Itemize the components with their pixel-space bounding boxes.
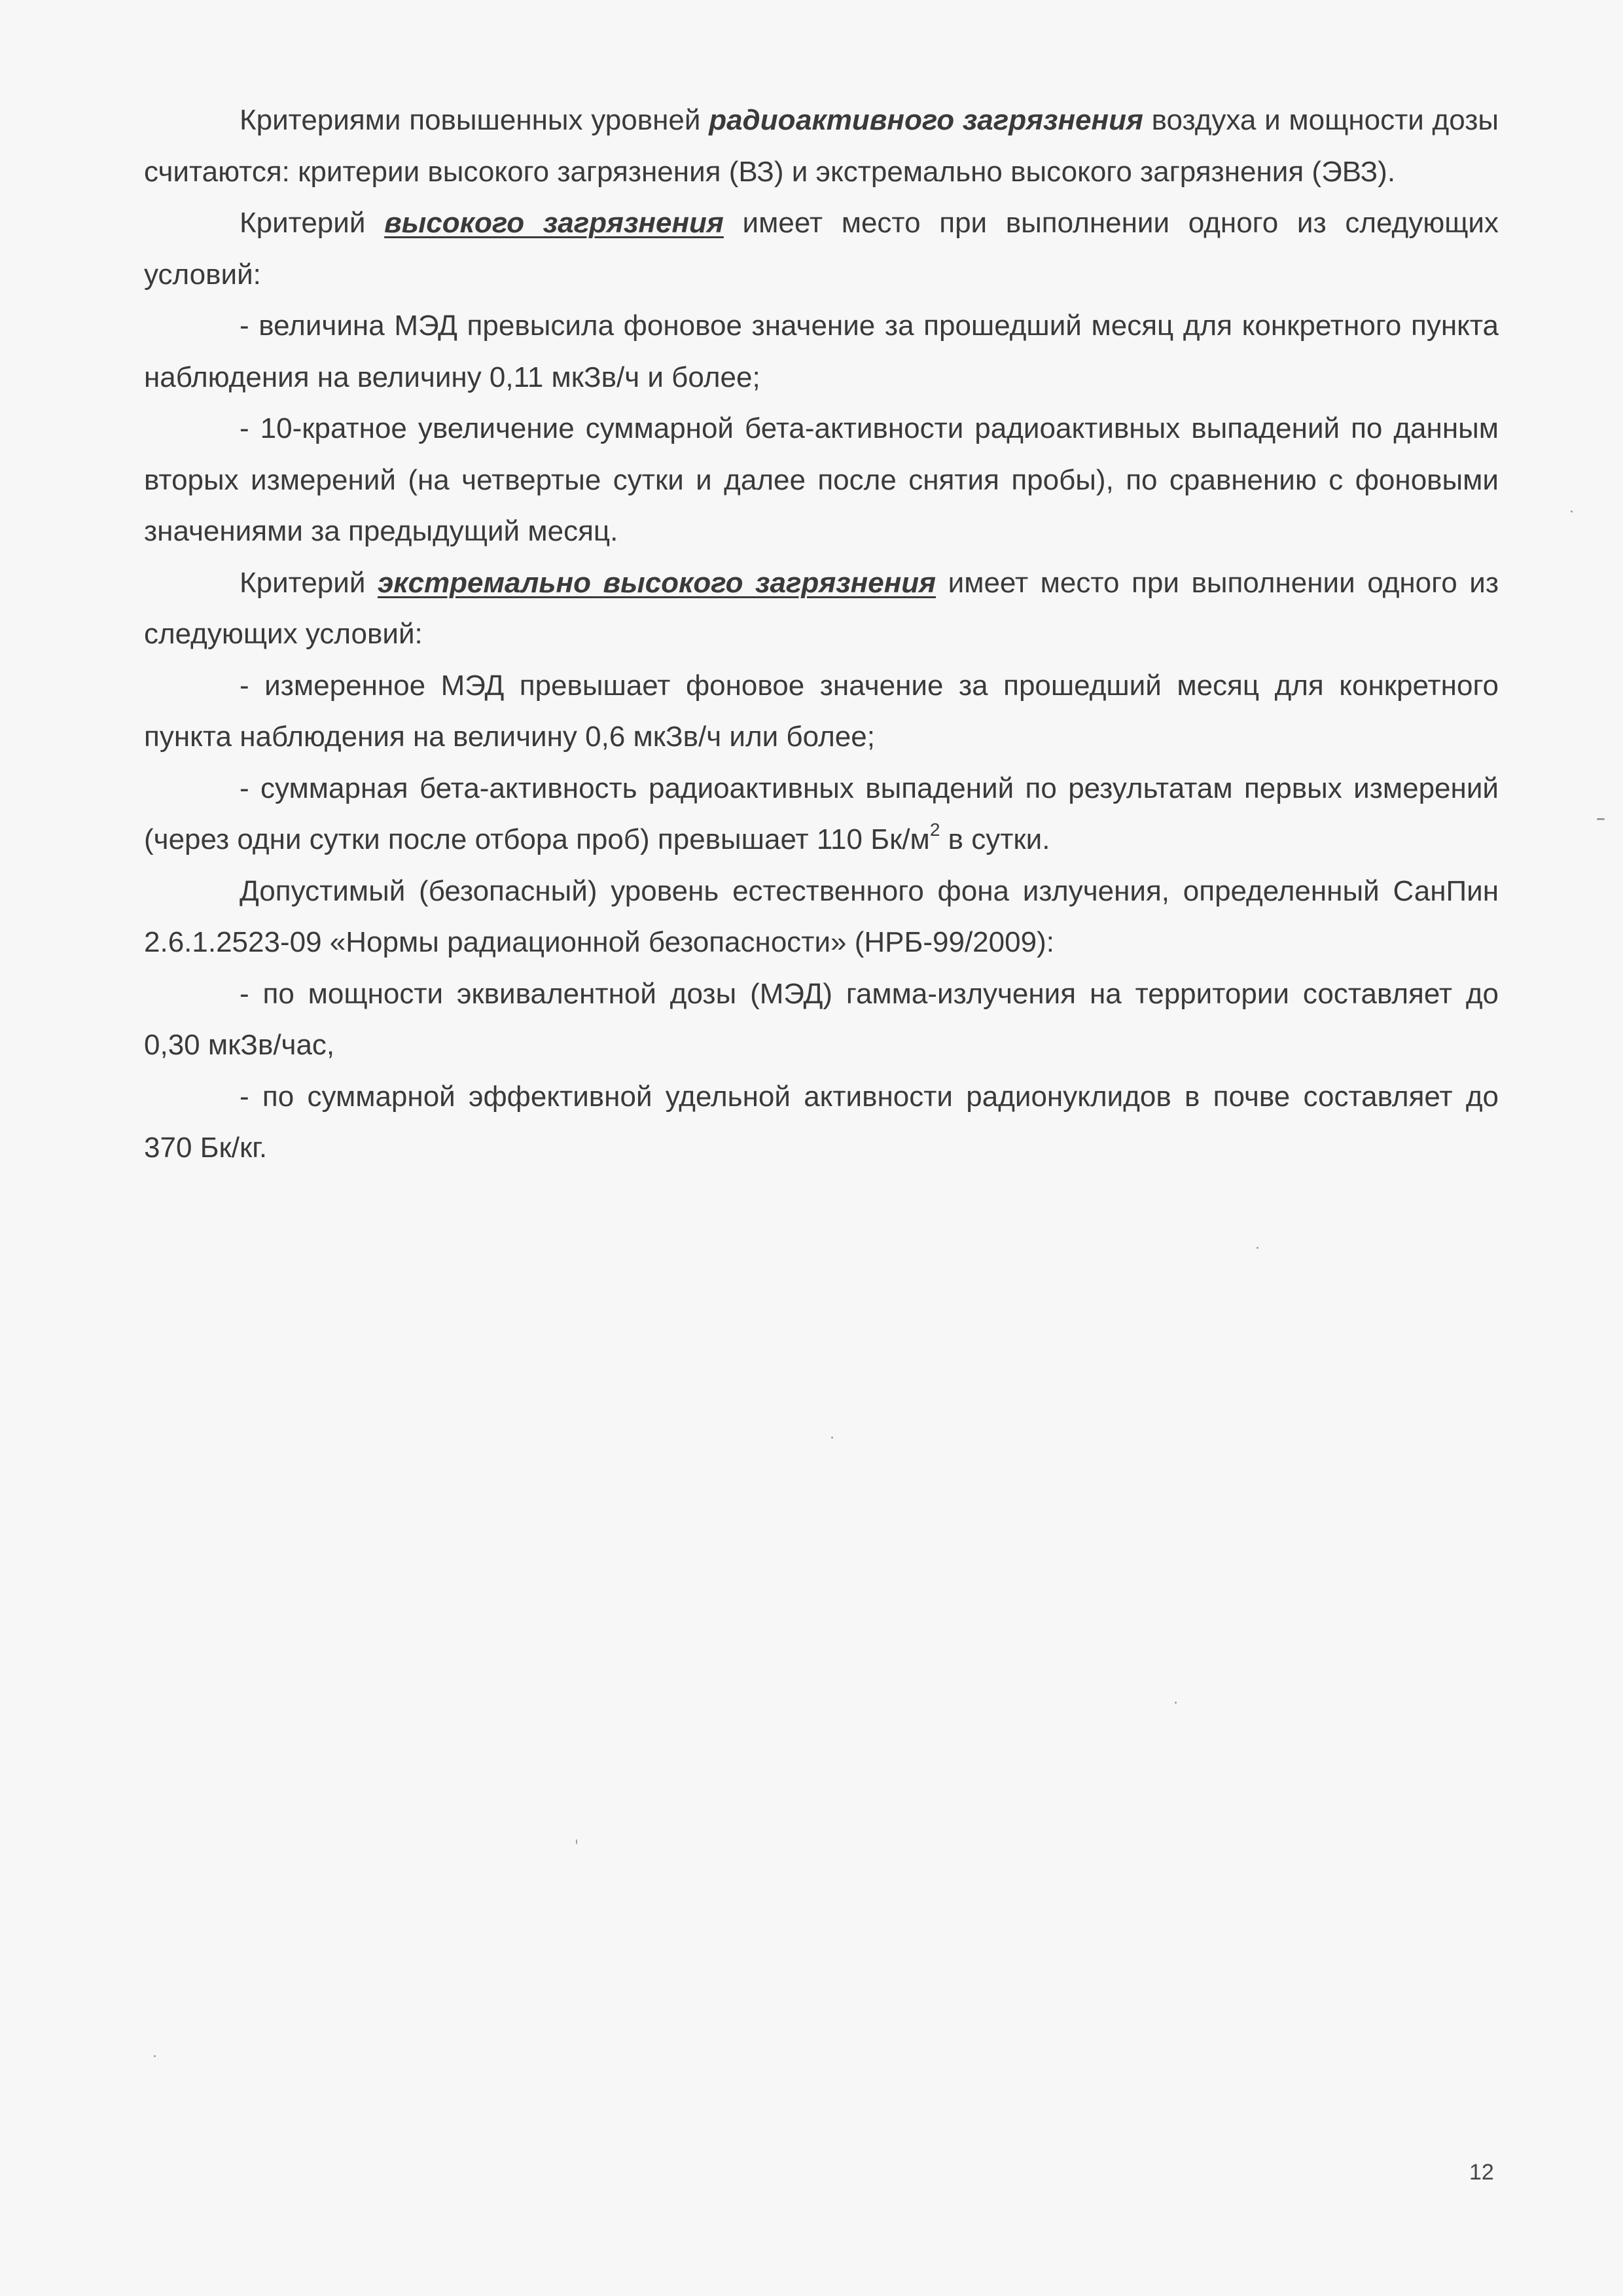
scan-speck <box>1175 1702 1177 1704</box>
paragraph-permissible-level: Допустимый (безопасный) уровень естественного фона излучения, определенный СанПин 2.6.1.2523-09 «Нормы радиационной безопасности» (НРБ-99/2009): <box>144 874 1499 958</box>
paragraph-extreme-pollution-criterion: Критерий экстремально высокого загрязнения имеет место при выполнении одного из следующих условий: <box>144 566 1499 650</box>
list-item-measured-med: - измеренное МЭД превышает фоновое значение за прошедший месяц для конкретного пункта наблюдения на величину 0,6 мкЗв/ч или более; <box>144 669 1499 753</box>
emphasis-radioactive-pollution: радиоактивного загрязнения <box>709 104 1143 136</box>
paragraph-high-pollution-criterion: Критерий высокого загрязнения имеет место при выполнении одного из следующих условий: <box>144 207 1499 291</box>
scan-speck <box>576 1839 577 1844</box>
page-number: 12 <box>1469 2160 1494 2185</box>
list-item-beta-activity-tenfold: - 10-кратное увеличение суммарной бета-активности радиоактивных выпадений по данным вторых измерений (на четвертые сутки и далее после снятия пробы), по сравнению с фоновыми значениями за предыдущий месяц. <box>144 412 1499 547</box>
paragraph-pollution-criteria: Критериями повышенных уровней радиоактивного загрязнения воздуха и мощности дозы считаются: критерии высокого загрязнения (ВЗ) и экстремально высокого загрязнения (ЭВЗ). <box>144 104 1499 188</box>
document-body <box>144 95 1499 1174</box>
scan-speck <box>154 2055 156 2057</box>
emphasis-high-pollution: высокого загрязнения <box>384 207 724 239</box>
scan-speck <box>1597 818 1605 820</box>
emphasis-extreme-pollution: экстремально высокого загрязнения <box>377 566 936 599</box>
scan-speck <box>831 1437 833 1439</box>
scan-speck <box>1257 1247 1258 1249</box>
list-item-beta-activity-total: - суммарная бета-активность радиоактивных выпадений по результатам первых измерений (через одни сутки после отбора проб) превышает 110 $Бк/м^2$ в сутки. <box>144 772 1499 855</box>
list-item-soil-activity: - по суммарной эффективной удельной активности радионуклидов в почве составляет до 370 Бк/кг. <box>144 1080 1499 1164</box>
scan-speck <box>1571 511 1573 512</box>
superscript-square: 2 <box>929 819 940 840</box>
list-item-gamma-dose: - по мощности эквивалентной дозы (МЭД) гамма-излучения на территории составляет до 0,30 мкЗв/час, <box>144 977 1499 1061</box>
list-item-med-exceeded: - величина МЭД превысила фоновое значение за прошедший месяц для конкретного пункта наблюдения на величину 0,11 мкЗв/ч и более; <box>144 310 1499 393</box>
